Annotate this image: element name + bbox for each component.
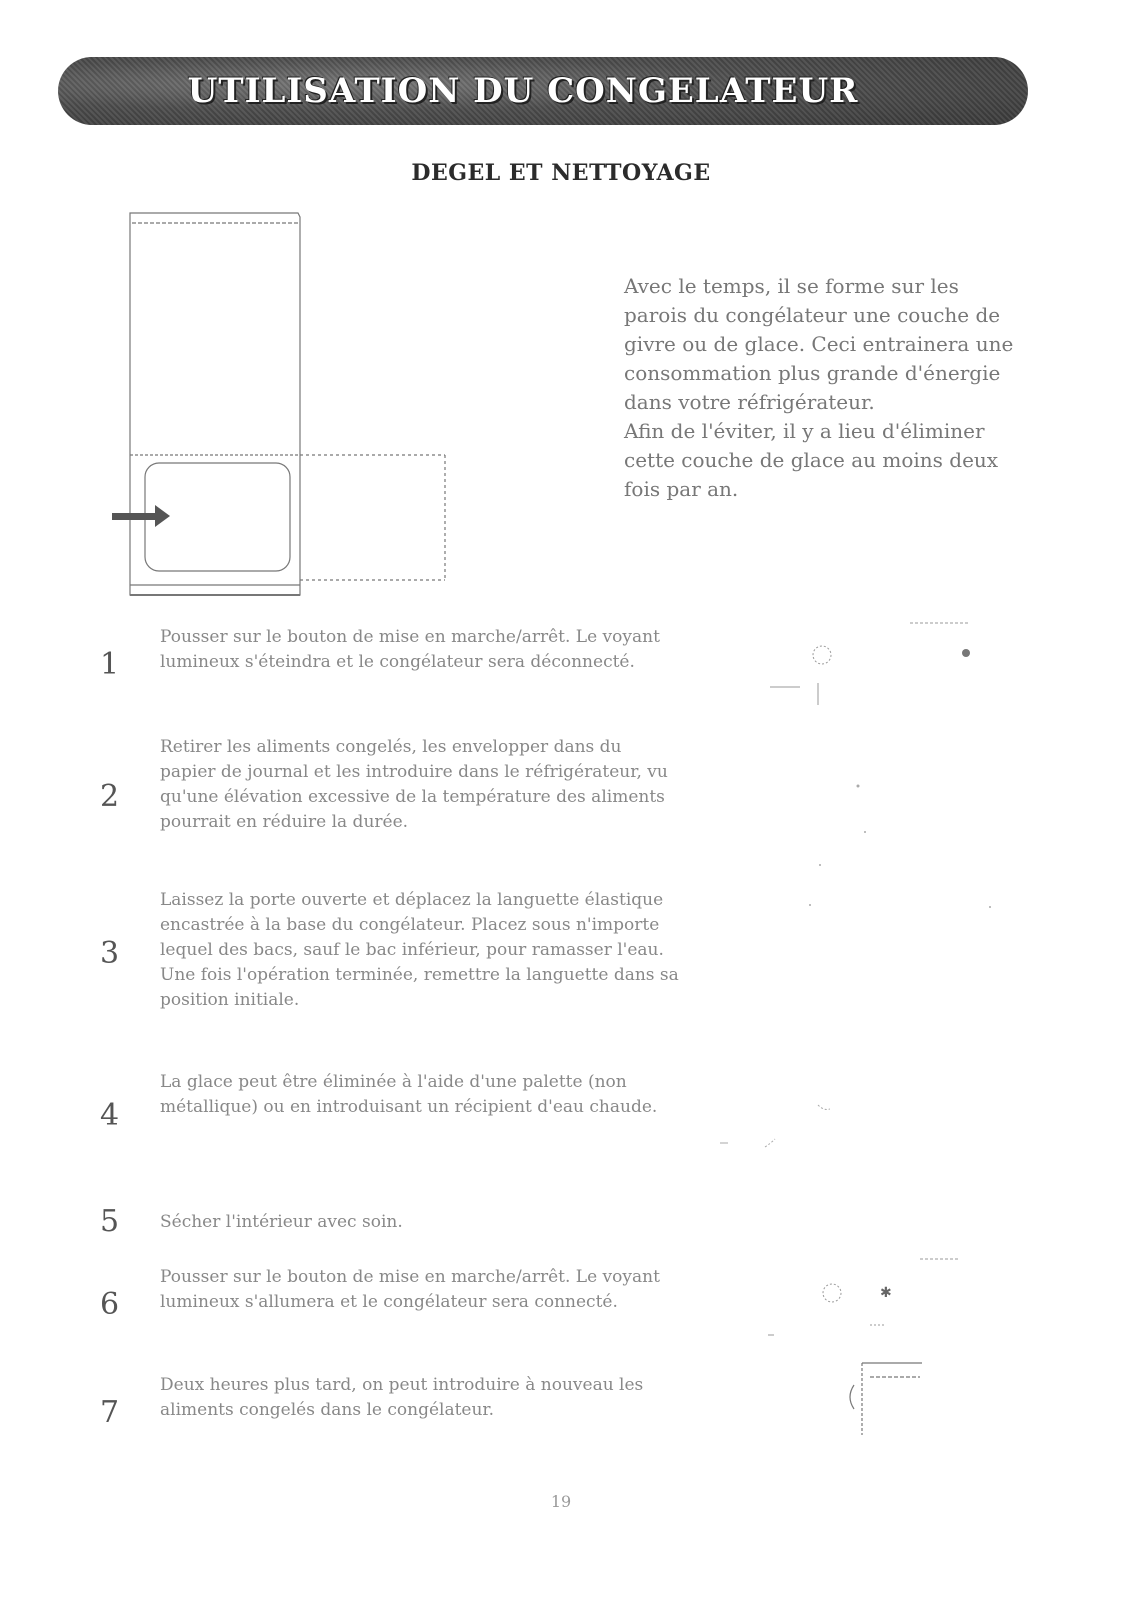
header-banner (58, 57, 1028, 125)
step-text: La glace peut être éliminée à l'aide d'une palette (non métallique) ou en introduisant un récipient d'eau chaude. (160, 1072, 658, 1117)
page-number: 19 (550, 1492, 572, 1511)
step-number: 2 (100, 779, 120, 814)
step-number: 5 (100, 1204, 120, 1239)
step-number: 1 (100, 647, 120, 682)
power-button-off-illustration (760, 615, 990, 715)
step-number: 7 (100, 1395, 120, 1430)
step-text: Pousser sur le bouton de mise en marche/arrêt. Le voyant lumineux s'éteindra et le congélateur sera déconnecté. (160, 627, 660, 672)
arrow-icon (112, 505, 170, 527)
step-number: 4 (100, 1098, 120, 1133)
intro-paragraph-2: Afin de l'éviter, il y a lieu d'éliminer cette couche de glace au moins deux fois par an. (624, 419, 999, 501)
ice-scraper-illustration (710, 1095, 830, 1165)
indicator-star-icon: ✱ (880, 1285, 892, 1301)
step-number: 3 (100, 936, 120, 971)
step-text: Pousser sur le bouton de mise en marche/arrêt. Le voyant lumineux s'allumera et le congélateur sera connecté. (160, 1267, 660, 1312)
step-text: Laissez la porte ouverte et déplacez la languette élastique encastrée à la base du congélateur. Placez sous n'importe lequel des bacs, sauf le bac inférieur, pour ramasser l'eau. Une fois l'opération terminée, remettre la languette dans sa position initiale. (160, 890, 679, 1010)
page-title: UTILISATION DU CONGELATEUR (187, 71, 859, 111)
step-text: Retirer les aliments congelés, les envelopper dans du papier de journal et les introduire dans le réfrigérateur, vu qu'une élévation excessive de la température des aliments pourrait en réduire la durée. (160, 737, 668, 832)
power-button-on-illustration (760, 1255, 970, 1355)
freezer-door-illustration (840, 1355, 940, 1445)
intro-paragraph-1: Avec le temps, il se forme sur les parois du congélateur une couche de givre ou de glace. Ceci entrainera une consommation plus grande d'énergie dans votre réfrigérateur. (624, 274, 1014, 414)
section-subtitle: DEGEL ET NETTOYAGE (411, 160, 711, 186)
step-text: Deux heures plus tard, on peut introduire à nouveau les aliments congelés dans le congélateur. (160, 1375, 644, 1420)
step-number: 6 (100, 1287, 120, 1322)
fridge-diagram (110, 205, 460, 605)
step-text: Sécher l'intérieur avec soin. (160, 1212, 403, 1232)
fridge-outline (130, 213, 300, 595)
food-wrap-illustration (800, 780, 1000, 910)
indicator-light-icon (962, 649, 970, 657)
intro-text (624, 272, 1024, 504)
